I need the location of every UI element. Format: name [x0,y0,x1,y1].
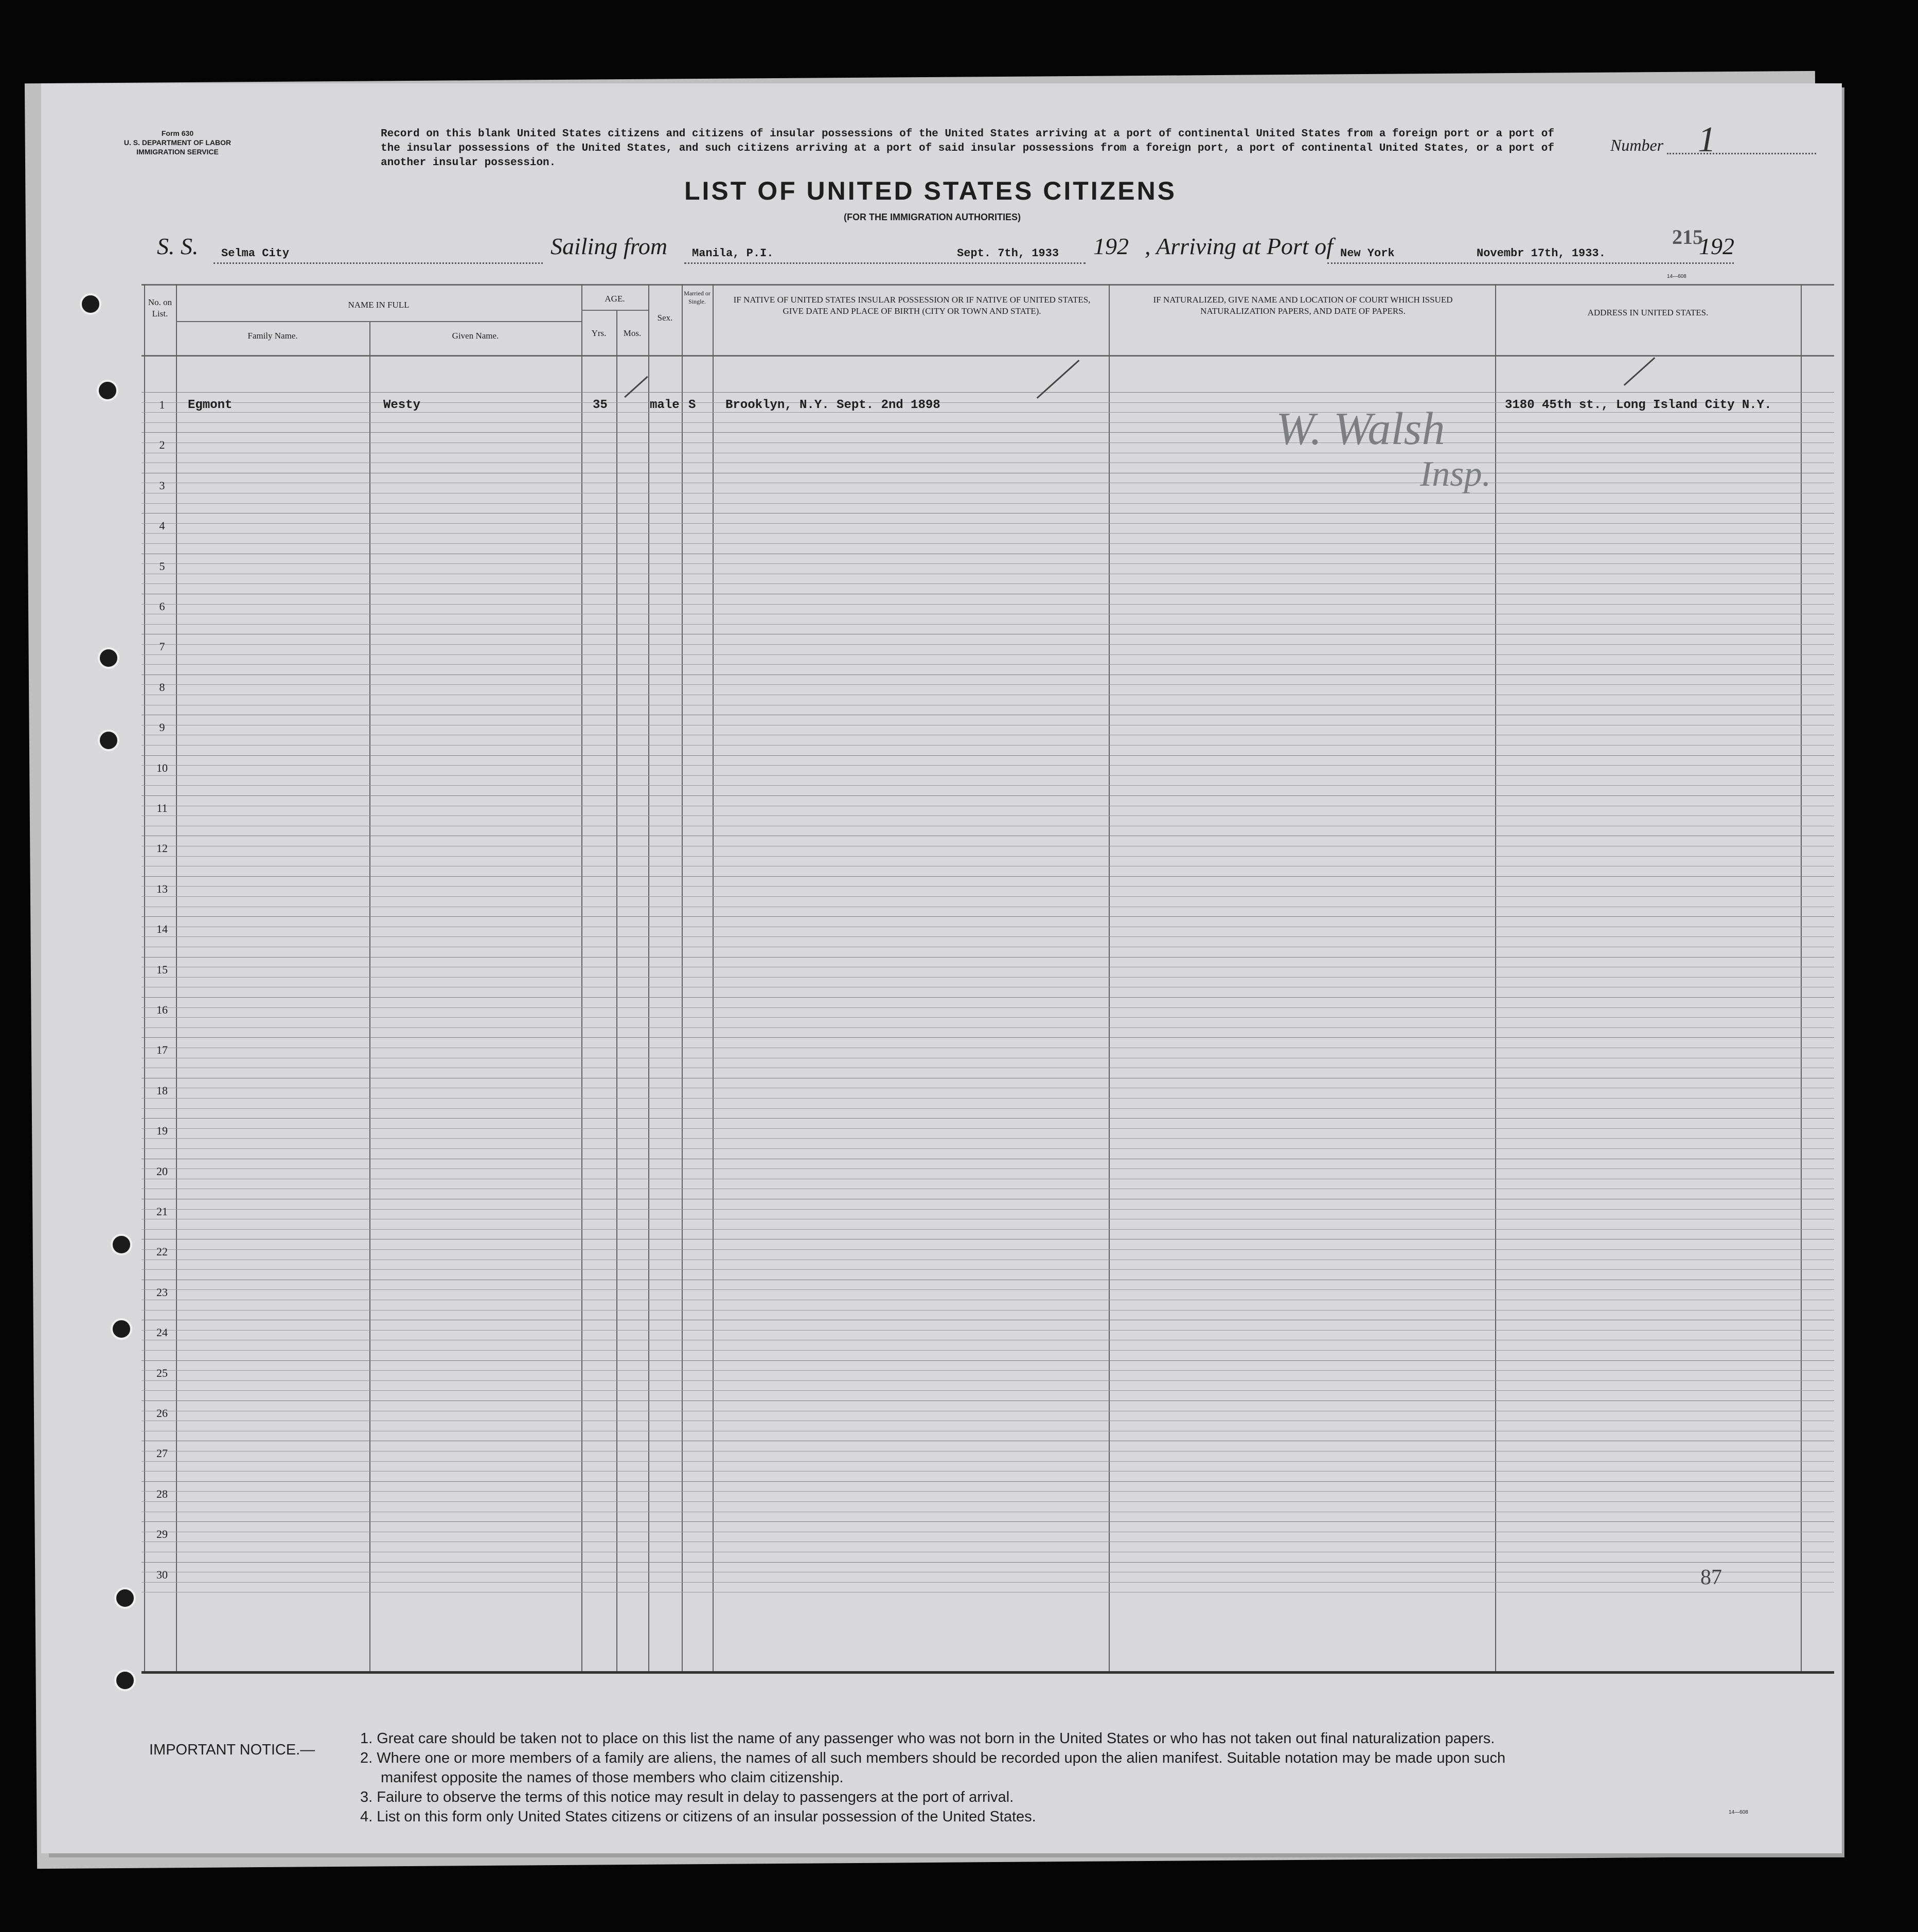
ruled-line [141,916,1834,917]
ruled-line [141,1390,1834,1391]
family-name-cell: Egmont [188,398,233,412]
arrival-underline [1327,262,1734,264]
ruled-line [141,886,1834,887]
name-subheader-line [176,321,581,322]
ruled-line [141,1229,1834,1230]
notice-item-3: 3. Failure to observe the terms of this notice may result in delay to passengers at the port of arrival. [360,1789,1014,1805]
ruled-line [141,503,1834,504]
ruled-line [141,1249,1834,1250]
col-head-given: Given Name. [452,331,499,341]
ruled-line [141,1541,1834,1542]
row-number: 27 [156,1447,168,1460]
col-line-9 [1495,284,1496,1671]
notice-item-2-cont: manifest opposite the names of those members who claim citizenship. [381,1769,844,1786]
row-number: 15 [156,963,168,976]
age-subheader-line [581,310,648,311]
address-cell: 3180 45th st., Long Island City N.Y. [1505,398,1772,412]
ruled-line [141,432,1834,433]
ruled-line [141,1360,1834,1361]
ruled-line [141,1007,1834,1008]
year-prefix-2: 192 [1699,233,1734,259]
instructions-text: Record on this blank United States citizens and citizens of insular possessions of the United States arriving at a port of continental United States from a foreign port or a port of the insular possessions of the United States, and such citizens arriving at a port of said insular possessions from a foreign port, a port of continental United States, or a port of another insular possession. [381,128,1554,169]
ruled-line [141,1481,1834,1482]
row-number: 5 [159,559,165,573]
row-number: 4 [159,519,165,533]
arrival-date: Novembr 17th, 1933. [1477,247,1606,260]
row-number: 9 [159,721,165,734]
ruled-line [141,1370,1834,1371]
sailing-label: Sailing from [550,233,668,259]
col-line-6 [682,284,683,1671]
punch-hole [114,1587,136,1609]
number-underline [1667,153,1816,154]
col-head-name: NAME IN FULL [348,300,410,310]
ruled-line [141,1108,1834,1109]
ruled-line [141,795,1834,796]
ruled-line [141,745,1834,746]
col-head-mos: Mos. [623,328,642,338]
ruled-line [141,1209,1834,1210]
ship-name: Selma City [221,247,290,260]
col-line-5 [648,284,649,1671]
inspector-title: Insp. [1420,454,1491,494]
punch-hole [80,293,101,315]
row-number: 26 [156,1407,168,1420]
ruled-line [141,1380,1834,1381]
col-line-4 [616,310,617,1671]
col-head-naturalized: IF NATURALIZED, GIVE NAME AND LOCATION OF COURT WHICH ISSUED NATURALIZATION PAPERS, AND DATE OF PAPERS. [1153,295,1453,316]
stamp-number: 215 [1672,225,1703,249]
service: IMMIGRATION SERVICE [136,148,219,156]
ruled-line [141,1289,1834,1290]
row-number: 25 [156,1366,168,1379]
row-number: 12 [156,842,168,855]
ruled-line [141,1168,1834,1169]
ss-label: S. S. [157,233,199,259]
punch-hole [114,1670,136,1691]
col-head-married: Married or Single. [684,290,711,305]
ruled-line [141,1118,1834,1119]
col-head-birth: IF NATIVE OF UNITED STATES INSULAR POSSESSION OR IF NATIVE OF UNITED STATES, GIVE DATE AND PLACE OF BIRTH (CITY OR TOWN AND STATE). [733,295,1091,316]
row-number: 30 [156,1568,168,1581]
ruled-line [141,563,1834,564]
ruled-line [141,1027,1834,1028]
ruled-line [141,442,1834,443]
row-number: 14 [156,923,168,936]
number-value: 1 [1698,120,1716,159]
row-number: 23 [156,1285,168,1299]
ruled-line [141,997,1834,998]
ruled-line [141,775,1834,776]
age-years-cell: 35 [593,398,608,412]
row-number: 13 [156,882,168,895]
punch-hole [98,730,119,751]
col-head-no: No. on List. [148,297,172,318]
row-number: 11 [156,802,168,814]
col-head-address: ADDRESS IN UNITED STATES. [1587,308,1709,317]
ruled-line [141,1562,1834,1563]
number-label: Number [1610,136,1664,154]
ruled-line [141,1037,1834,1038]
table-top-border [141,284,1834,286]
ruled-line [141,644,1834,645]
notice-item-4: 4. List on this form only United States citizens or citizens of an insular possession of the United States. [360,1809,1036,1825]
year-prefix-1: 192 [1093,233,1129,259]
notice-heading: IMPORTANT NOTICE.— [149,1742,315,1758]
ruled-line [141,583,1834,584]
check-mark [1037,360,1080,399]
ruled-line [141,936,1834,937]
ruled-line [141,664,1834,665]
row-number: 2 [159,438,165,452]
inspector-signature: W. Walsh [1276,403,1445,454]
ruled-line [141,1501,1834,1502]
row-number: 20 [156,1164,168,1178]
col-line-0 [144,284,145,1671]
row-number: 6 [159,600,165,613]
ruled-line [141,1582,1834,1583]
ruled-line [141,1330,1834,1331]
row-number: 16 [156,1003,168,1016]
sail-date: Sept. 7th, 1933 [957,247,1059,260]
row-number: 1 [159,398,165,411]
ruled-line [141,523,1834,524]
ruled-line [141,654,1834,655]
col-line-8 [1109,284,1110,1671]
page-subtitle: (FOR THE IMMIGRATION AUTHORITIES) [844,212,1021,222]
table-header-border [141,355,1834,357]
punch-hole [111,1234,132,1255]
row-number: 18 [156,1084,168,1097]
department: U. S. DEPARTMENT OF LABOR [123,138,232,147]
check-mark [1624,357,1655,386]
ruled-line [141,1471,1834,1472]
row-number: 29 [156,1528,168,1541]
notice-item-2: 2. Where one or more members of a family are aliens, the names of all such members should be recorded upon the alien manifest. Suitable notation may be made upon such [360,1750,1506,1766]
punch-hole [97,380,118,401]
arrival-port: New York [1340,247,1395,260]
arriving-label: , Arriving at Port of [1145,233,1333,259]
ruled-line [141,604,1834,605]
col-line-7 [713,284,714,1671]
ship-underline [214,262,543,264]
ruled-line [141,533,1834,534]
ruled-line [141,422,1834,423]
ruled-line [141,1017,1834,1018]
page-number: 87 [1700,1566,1722,1589]
ruled-line [141,684,1834,685]
printer-code-top: 14—608 [1667,274,1686,279]
ruled-line [141,1128,1834,1129]
birth-cell: Brooklyn, N.Y. Sept. 2nd 1898 [725,398,940,412]
row-number: 10 [156,761,168,774]
ruled-line [141,977,1834,978]
page-title: LIST OF UNITED STATES CITIZENS [684,176,1177,205]
manifest-sheet [41,83,1842,1853]
ruled-line [141,1521,1834,1522]
col-head-yrs: Yrs. [591,328,607,338]
col-head-age: AGE. [605,294,625,304]
ruled-line [141,765,1834,766]
sailing-underline [684,262,1086,264]
ruled-line [141,1491,1834,1492]
ruled-line [141,856,1834,857]
marital-cell: S [688,398,696,412]
check-mark [624,376,648,398]
col-head-sex: Sex. [657,313,673,323]
table-bottom-border [141,1671,1834,1674]
given-name-cell: Westy [383,398,421,412]
ruled-line [141,1148,1834,1149]
punch-hole [111,1318,132,1340]
ruled-line [141,1350,1834,1351]
agency-block [108,129,247,156]
row-number: 24 [156,1326,168,1339]
col-line-3 [581,284,582,1671]
ruled-line [141,957,1834,958]
form-number: Form 630 [161,129,194,137]
punch-hole [98,647,119,669]
printer-code-bottom: 14—608 [1729,1810,1748,1815]
row-number: 3 [159,478,165,492]
row-number: 7 [159,640,165,653]
notice-item-1: 1. Great care should be taken not to place on this list the name of any passenger who was not born in the United States or who has not taken out final naturalization papers. [360,1730,1495,1747]
col-line-10 [1801,284,1802,1671]
row-number: 21 [156,1205,168,1218]
ruled-line [141,896,1834,897]
row-number: 28 [156,1487,168,1500]
col-head-family: Family Name. [247,331,298,341]
from-port: Manila, P.I. [692,247,774,260]
ruled-line [141,412,1834,413]
ruled-line [141,1138,1834,1139]
row-number: 19 [156,1124,168,1138]
ruled-line [141,755,1834,756]
ruled-line [141,1461,1834,1462]
ruled-line [141,392,1834,393]
ruled-line [141,876,1834,877]
row-number: 8 [159,680,165,694]
ruled-line [141,1269,1834,1270]
ruled-line [141,785,1834,786]
ruled-line [141,543,1834,544]
sex-cell: male [650,398,680,412]
row-number: 22 [156,1245,168,1259]
row-number: 17 [156,1043,168,1057]
ruled-line [141,624,1834,625]
